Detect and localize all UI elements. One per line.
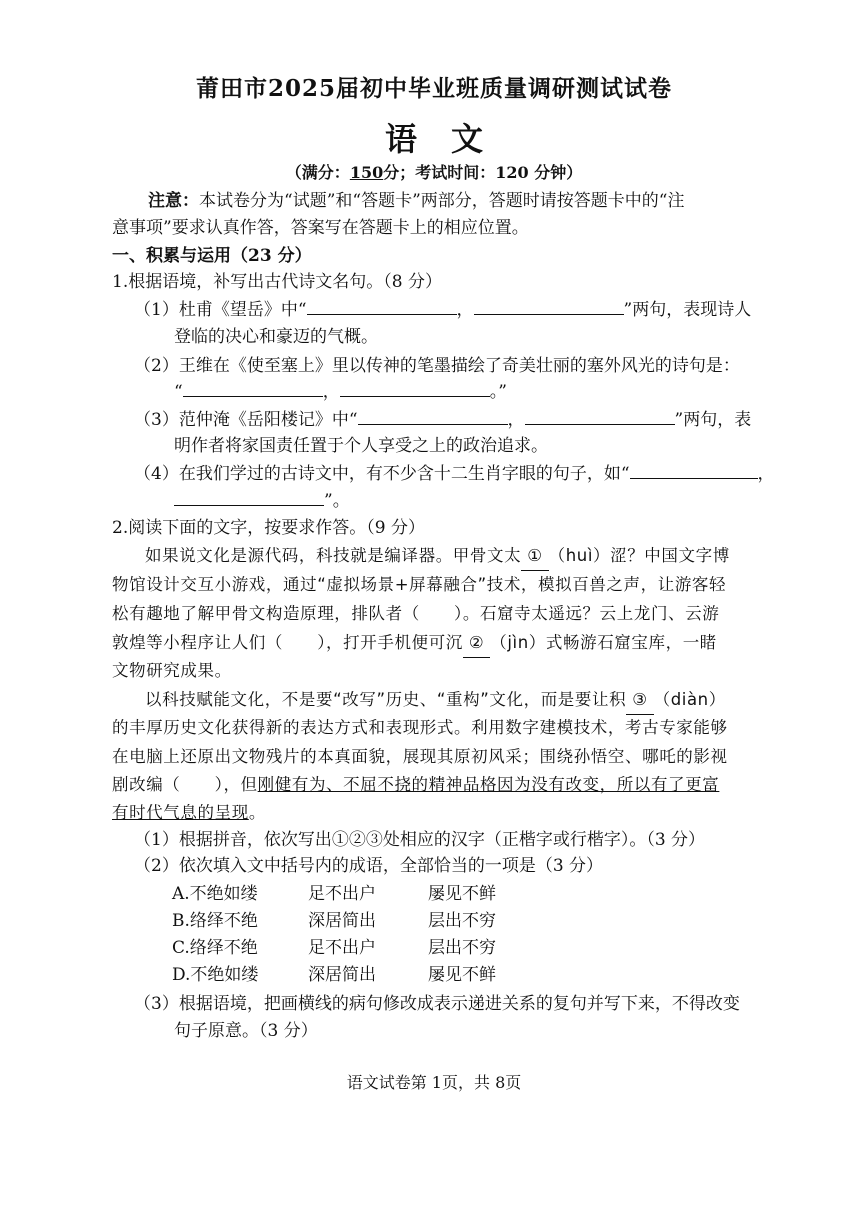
passage-line: 文物研究成果。 [112, 661, 232, 680]
passage-line [112, 629, 717, 658]
notice-line-2: 意事项”要求认真作答，答案写在答题卡上的相应位置。 [112, 218, 529, 238]
exam-title: 莆田市2025届初中毕业班质量调研测试试卷 [195, 75, 672, 102]
passage-line: 松有趣地了解甲骨文构造原理，排队者（ ）。石窟寺太遥远？云上龙门、云游 [112, 604, 720, 623]
option-d-1[interactable]: D.不绝如缕 [172, 965, 259, 985]
q2-sub-3-line-1: （3）根据语境，把画横线的病句修改成表示递进关系的复句并写下来，不得改变 [134, 994, 740, 1014]
q1-item-4-prefix: （4）在我们学过的古诗文中，有不少含十二生肖字眼的句子，如“ [134, 464, 630, 484]
meta-score: 150 [349, 163, 384, 182]
q1-item-2-sep: ， [322, 382, 340, 402]
option-c-3: 层出不穷 [428, 938, 496, 958]
q1-item-3-sep: ， [507, 410, 525, 430]
answer-blank[interactable] [174, 487, 324, 506]
passage-text: 敦煌等小程序让人们（ ），打开手机便可沉 [112, 633, 463, 652]
answer-blank[interactable] [340, 378, 490, 397]
passage-line [112, 799, 266, 827]
passage-line: 物馆设计交互小游戏，通过“虚拟场景+屏幕融合”技术，模拟百兽之声，让游客轻 [112, 575, 727, 594]
answer-blank[interactable] [630, 460, 758, 479]
option-a-3: 屡见不鲜 [428, 884, 496, 904]
exam-meta [0, 160, 868, 183]
notice-text-1: 本试卷分为“试题”和“答题卡”两部分，答题时请按答题卡中的“注 [199, 191, 685, 211]
q1-item-2-line-1: （2）王维在《使至塞上》里以传神的笔墨描绘了奇美壮丽的塞外风光的诗句是： [134, 356, 740, 376]
blank-marker-3: ③ [626, 686, 653, 715]
passage-line: 在电脑上还原出文物残片的本真面貌，展现其原初风采；围绕孙悟空、哪吒的影视 [112, 747, 728, 766]
q1-item-3-line-1 [134, 406, 751, 434]
passage-text: （jìn）式畅游石窟宝库，一睹 [490, 633, 717, 652]
q1-item-4-line-1 [134, 460, 775, 488]
passage-text: （huì）涩？中国文字博 [548, 546, 730, 565]
answer-blank[interactable] [183, 378, 323, 397]
blank-marker-2: ② [463, 629, 490, 658]
passage-line [145, 542, 730, 571]
section-1-title: 一、积累与运用（23 分） [112, 246, 312, 266]
passage-text: （diàn） [653, 690, 726, 709]
q1-item-4-close: ”。 [324, 491, 350, 511]
answer-blank[interactable] [358, 406, 508, 425]
q1-item-4-sep: ， [757, 464, 775, 484]
q2-stem: 2.阅读下面的文字，按要求作答。（9 分） [112, 518, 425, 538]
option-a-1[interactable]: A.不绝如缕 [172, 884, 258, 904]
q1-item-1-prefix: （1）杜甫《望岳》中“ [134, 300, 307, 320]
passage-line [112, 771, 719, 799]
q2-sub-3-line-2: 句子原意。（3 分） [174, 1021, 318, 1041]
passage-line: 的丰厚历史文化获得新的表达方式和表现形式。利用数字建模技术，考古专家能够 [112, 718, 728, 737]
answer-blank[interactable] [307, 296, 457, 315]
subject-heading: 语文 [384, 120, 517, 158]
passage-line [145, 686, 726, 715]
passage-text: 剧改编（ ），但 [112, 775, 258, 794]
q1-item-2-close: 。” [489, 382, 507, 402]
passage-text: 如果说文化是源代码，科技就是编译器。甲骨文太 [145, 546, 522, 565]
option-a-2: 足不出户 [308, 884, 376, 904]
passage-text: 。 [248, 803, 266, 822]
option-d-3: 屡见不鲜 [428, 965, 496, 985]
option-d-2: 深居简出 [308, 965, 376, 985]
option-c-1[interactable]: C.络绎不绝 [172, 938, 258, 958]
underlined-sentence: 有时代气息的呈现 [112, 803, 249, 822]
notice-label: 注意： [148, 191, 199, 211]
meta-prefix: （满分： [285, 163, 350, 182]
option-b-1[interactable]: B.络绎不绝 [172, 911, 258, 931]
option-c-2: 足不出户 [308, 938, 376, 958]
blank-marker-1: ① [521, 542, 548, 571]
q1-item-1-line-2: 登临的决心和豪迈的气概。 [174, 327, 378, 347]
q1-item-3-suffix: ”两句，表 [674, 410, 752, 430]
answer-blank[interactable] [525, 406, 675, 425]
passage-text: 以科技赋能文化，不是要“改写”历史、“重构”文化，而是要让积 [145, 690, 627, 709]
q1-stem: 1.根据语境，补写出古代诗文名句。（8 分） [112, 272, 442, 292]
q1-item-2-line-2 [174, 378, 507, 406]
option-b-3: 层出不穷 [428, 911, 496, 931]
q1-item-1-suffix: ”两句，表现诗人 [623, 300, 752, 320]
q1-item-3-line-2: 明作者将家国责任置于个人享受之上的政治追求。 [174, 436, 548, 456]
underlined-sentence: 刚健有为、不屈不挠的精神品格因为没有改变，所以有了更富 [257, 775, 720, 794]
q1-item-3-prefix: （3）范仲淹《岳阳楼记》中“ [134, 410, 358, 430]
q1-item-1-sep: ， [456, 300, 474, 320]
answer-blank[interactable] [474, 296, 624, 315]
q1-item-1-line-1 [134, 296, 751, 324]
q2-sub-2: （2）依次填入文中括号内的成语，全部恰当的一项是（3 分） [134, 856, 604, 876]
page-footer: 语文试卷第 1页，共 8页 [346, 1073, 522, 1092]
q1-item-2-open: “ [174, 382, 183, 402]
meta-rest: 分；考试时间：120 分钟） [383, 163, 583, 182]
notice-line-1 [148, 187, 684, 215]
option-b-2: 深居简出 [308, 911, 376, 931]
q1-item-4-line-2 [174, 487, 350, 515]
q2-sub-1: （1）根据拼音，依次写出①②③处相应的汉字（正楷字或行楷字）。（3 分） [134, 830, 706, 850]
